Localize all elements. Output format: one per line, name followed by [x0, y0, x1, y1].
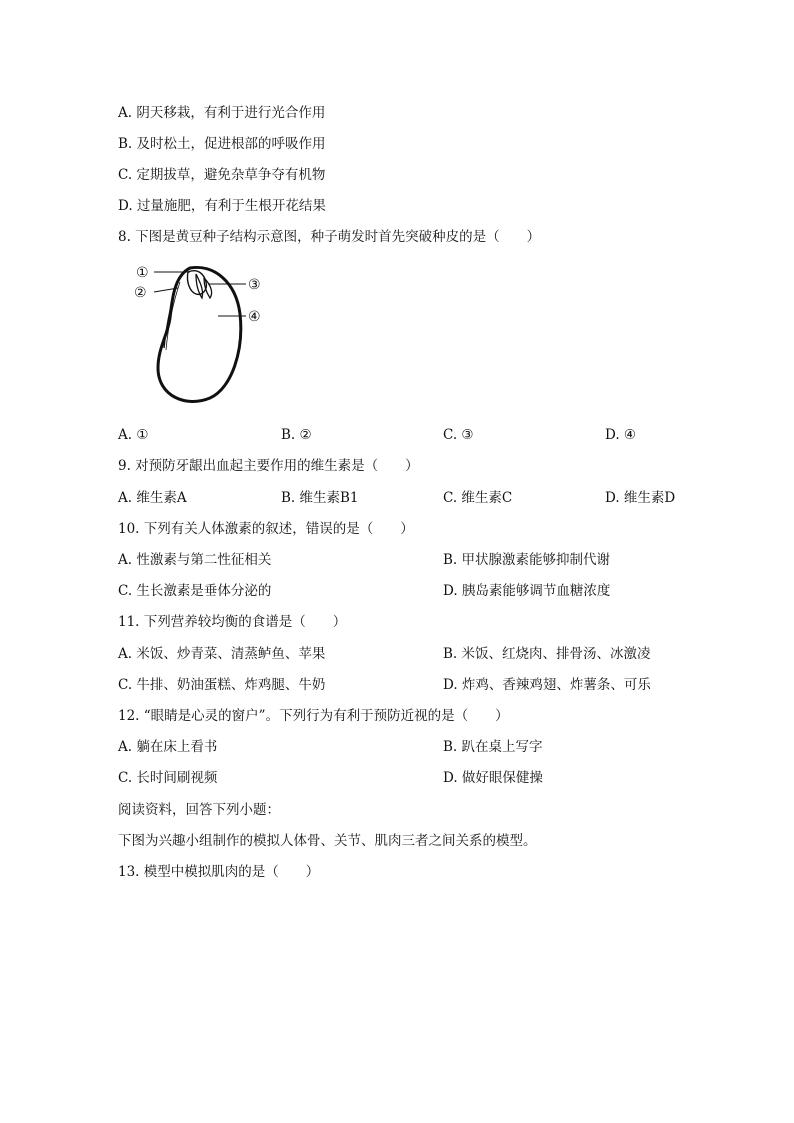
q10-option-c: C. 生长激素是垂体分泌的 [118, 583, 272, 599]
q8-option-c: C. ③ [443, 427, 474, 443]
q10-option-a: A. 性激素与第二性征相关 [118, 552, 272, 568]
q10-option-b: B. 甲状腺激素能够抑制代谢 [443, 552, 611, 568]
q7-option-d: D. 过量施肥，有利于生根开花结果 [118, 198, 326, 214]
q8-option-a: A. ① [118, 427, 149, 443]
reading-text: 下图为兴趣小组制作的模拟人体骨、关节、肌肉三者之间关系的模型。 [118, 833, 537, 849]
q10-option-d: D. 胰岛素能够调节血糖浓度 [443, 583, 611, 599]
q7-option-a: A. 阴天移栽，有利于进行光合作用 [118, 105, 326, 121]
q9-option-c: C. 维生素C [443, 490, 513, 506]
figure-label-1: ① [136, 265, 149, 281]
figure-label-3: ③ [248, 277, 261, 293]
figure-label-4: ④ [248, 309, 261, 325]
q13-stem: 13. 模型中模拟肌肉的是（ ） [118, 864, 320, 880]
q11-option-c: C. 牛排、奶油蛋糕、炸鸡腿、牛奶 [118, 677, 326, 693]
q12-option-d: D. 做好眼保健操 [443, 770, 543, 786]
q12-stem: 12. “眼睛是心灵的窗户”。下列行为有利于预防近视的是（ ） [118, 708, 509, 724]
soybean-seed-figure [128, 258, 278, 408]
reading-intro: 阅读资料，回答下列小题： [118, 802, 280, 818]
q9-stem: 9. 对预防牙龈出血起主要作用的维生素是（ ） [118, 458, 419, 474]
q8-option-b: B. ② [281, 427, 312, 443]
q7-option-c: C. 定期拔草，避免杂草争夺有机物 [118, 167, 326, 183]
q11-stem: 11. 下列营养较均衡的食谱是（ ） [118, 614, 347, 630]
q9-option-a: A. 维生素A [118, 490, 187, 506]
q9-option-b: B. 维生素B1 [281, 490, 359, 506]
figure-label-2: ② [134, 285, 147, 301]
q12-option-b: B. 趴在桌上写字 [443, 739, 543, 755]
q7-option-b: B. 及时松土，促进根部的呼吸作用 [118, 136, 326, 152]
q11-option-d: D. 炸鸡、香辣鸡翅、炸薯条、可乐 [443, 677, 651, 693]
q9-option-d: D. 维生素D [605, 490, 676, 506]
q12-option-c: C. 长时间刷视频 [118, 770, 218, 786]
q10-stem: 10. 下列有关人体激素的叙述，错误的是（ ） [118, 521, 414, 537]
q11-option-b: B. 米饭、红烧肉、排骨汤、冰激凌 [443, 646, 651, 662]
q12-option-a: A. 躺在床上看书 [118, 739, 218, 755]
q11-option-a: A. 米饭、炒青菜、清蒸鲈鱼、苹果 [118, 646, 326, 662]
q8-option-d: D. ④ [605, 427, 637, 443]
q8-stem: 8. 下图是黄豆种子结构示意图，种子萌发时首先突破种皮的是（ ） [118, 229, 541, 245]
